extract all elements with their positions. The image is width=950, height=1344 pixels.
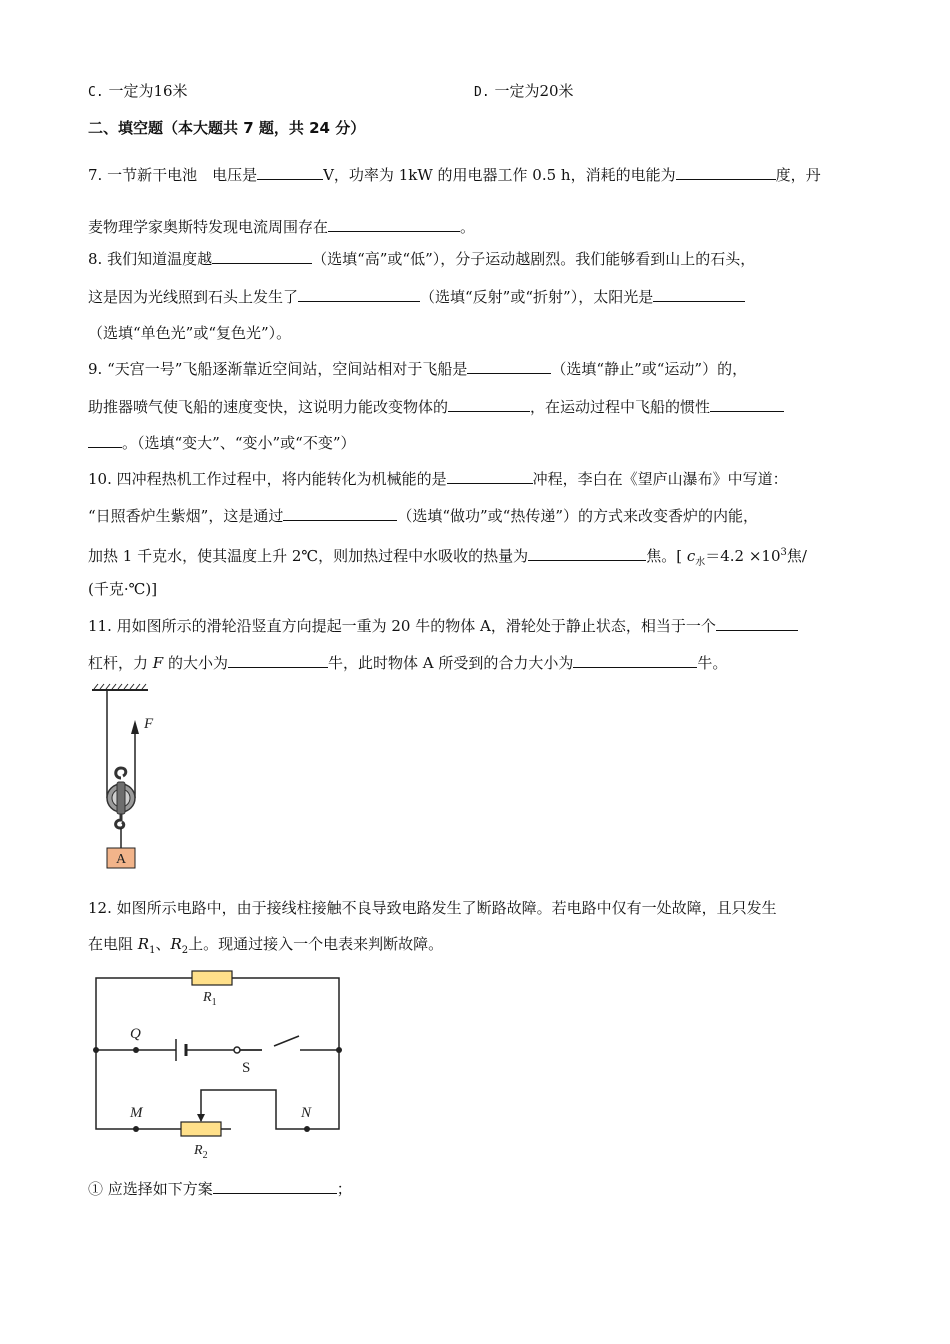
q11-text-2: 杠杆，力: [88, 654, 153, 672]
section-heading: 二、填空题（本大题共 7 题，共 24 分）: [88, 119, 366, 137]
option-d: [474, 80, 574, 104]
answer-blank[interactable]: [298, 287, 420, 302]
answer-blank[interactable]: [716, 616, 798, 631]
q10-text-4: （选填“做功”或“热传递”）的方式来改变香炉的内能，: [397, 507, 759, 525]
circuit-figure: [86, 964, 356, 1164]
label-M: M: [130, 1105, 143, 1121]
question-7-line-1: [88, 164, 821, 186]
q9-text-5: 。（选填“变大”、“变小”或“不变”）: [122, 434, 356, 452]
label-R1: $R_1$: [203, 990, 217, 1008]
question-10-line-4: [88, 578, 157, 600]
question-8-line-3: [88, 322, 291, 344]
question-8-line-1: [88, 248, 755, 270]
terminal-Q: [133, 1047, 139, 1053]
question-12-line-1: [88, 897, 777, 919]
label-A: A: [115, 852, 127, 867]
resistor-symbol: R: [170, 935, 182, 953]
question-12-line-2: [88, 933, 443, 962]
terminal-N: [304, 1126, 310, 1132]
question-9-line-3: [88, 432, 356, 454]
switch-pivot: [234, 1047, 240, 1053]
q10-text-5: 加热 1 千克水，使其温度上升 2℃，则加热过程中水吸收的热量为: [88, 547, 529, 565]
question-10-line-1: [88, 468, 788, 490]
superscript-3: 3: [780, 547, 787, 558]
label-N: N: [301, 1105, 312, 1121]
force-symbol: F: [152, 654, 164, 672]
option-d-text: 一定为20米: [494, 82, 574, 100]
q12-text-2: 在电阻: [88, 935, 138, 953]
q10-text-1: 10. 四冲程热机工作过程中，将内能转化为机械能的是: [88, 470, 447, 488]
hook-upper: [116, 768, 126, 778]
q12-text-1: 12. 如图所示电路中，由于接线柱接触不良导致电路发生了断路故障。若电路中仅有一处故障，且只发生: [88, 899, 777, 917]
q11-text-4: 牛，此时物体 A 所受到的合力大小为: [327, 654, 574, 672]
q8-text-2: （选填“高”或“低”），分子运动越剧烈。我们能够看到山上的石头，: [312, 250, 756, 268]
ceiling-hatch: [94, 684, 146, 689]
question-12-sub-1: [88, 1178, 352, 1200]
q7-text-1: 7. 一节新干电池 电压是: [88, 166, 258, 184]
pulley-figure: [86, 682, 176, 872]
subscript-1: 1: [149, 945, 156, 956]
q8-text-1: 8. 我们知道温度越: [88, 250, 213, 268]
option-d-letter: D.: [474, 85, 490, 100]
answer-blank[interactable]: [257, 165, 323, 180]
slider-arrow: [197, 1114, 205, 1122]
answer-blank[interactable]: [653, 287, 745, 302]
question-11-line-1: [88, 615, 798, 637]
label-R2: $R_2$: [194, 1143, 208, 1161]
answer-blank[interactable]: [88, 433, 122, 448]
separator: 、: [155, 935, 171, 953]
resistor-R2: [181, 1122, 221, 1136]
question-9-line-2: [88, 396, 784, 418]
answer-blank[interactable]: [467, 359, 551, 374]
resistor-R1: [192, 971, 232, 985]
question-10-line-3: [88, 542, 807, 574]
answer-blank[interactable]: [212, 249, 312, 264]
q10-text-6: 焦。[: [646, 547, 683, 565]
question-7-line-2: [88, 216, 475, 238]
q12-sub1-end: ；: [336, 1180, 352, 1198]
junction-right: [336, 1047, 342, 1053]
q12-sub1-text: ① 应选择如下方案: [88, 1180, 213, 1198]
q10-text-7: ＝4.2 ×10: [705, 547, 781, 565]
q11-text-5: 牛。: [697, 654, 728, 672]
label-S: S: [242, 1060, 251, 1076]
label-Q: Q: [130, 1026, 141, 1042]
q10-text-2: 冲程，李白在《望庐山瀑布》中写道：: [532, 470, 788, 488]
answer-blank[interactable]: [528, 546, 646, 561]
answer-blank[interactable]: [676, 165, 776, 180]
resistor-symbol: R: [137, 935, 150, 953]
q9-text-3: 助推器喷气使飞船的速度变快，这说明力能改变物体的: [88, 398, 449, 416]
option-c: [88, 80, 188, 104]
option-c-text: 一定为16米: [108, 82, 188, 100]
specific-heat-symbol: c: [686, 547, 696, 565]
answer-blank[interactable]: [328, 217, 460, 232]
force-arrow: [131, 720, 139, 734]
answer-blank[interactable]: [710, 397, 784, 412]
q9-text-1: 9. “天宫一号”飞船逐渐靠近空间站，空间站相对于飞船是: [88, 360, 468, 378]
q11-text-1: 11. 用如图所示的滑轮沿竖直方向提起一重为 20 牛的物体 A，滑轮处于静止状态，相当于一个: [88, 617, 716, 635]
q7-text-4: 麦物理学家奥斯特发现电流周围存在: [88, 218, 329, 236]
question-11-line-2: [88, 652, 727, 674]
answer-blank[interactable]: [228, 653, 328, 668]
label-F: F: [144, 716, 154, 732]
answer-blank[interactable]: [213, 1179, 337, 1194]
pulley-frame: [117, 782, 125, 814]
q8-text-4: （选填“反射”或“折射”），太阳光是: [420, 288, 654, 306]
q10-text-9: (千克·℃)]: [88, 580, 158, 598]
answer-blank[interactable]: [448, 397, 530, 412]
q8-text-5: （选填“单色光”或“复色光”）。: [88, 324, 292, 342]
option-c-letter: C.: [88, 85, 104, 100]
q9-text-4: ，在运动过程中飞船的惯性: [530, 398, 711, 416]
subscript-water: 水: [695, 557, 706, 568]
switch-blade: [274, 1036, 299, 1046]
q7-text-2: V，功率为 1kW 的用电器工作 0.5 h，消耗的电能为: [323, 166, 676, 184]
subscript-2: 2: [181, 945, 189, 956]
answer-blank[interactable]: [447, 469, 533, 484]
q10-text-8: 焦/: [786, 547, 807, 565]
q7-text-3: 度，丹: [775, 166, 821, 184]
q8-text-3: 这是因为光线照到石头上发生了: [88, 288, 299, 306]
answer-blank[interactable]: [283, 506, 397, 521]
q7-text-5: 。: [460, 218, 476, 236]
junction-left: [93, 1047, 99, 1053]
q11-text-3: 的大小为: [163, 654, 228, 672]
question-9-line-1: [88, 358, 747, 380]
q12-text-3: 上。现通过接入一个电表来判断故障。: [188, 935, 444, 953]
answer-blank[interactable]: [573, 653, 697, 668]
hook-lower: [116, 814, 124, 828]
question-10-line-2: [88, 505, 758, 527]
question-8-line-2: [88, 286, 745, 308]
q10-text-3: “日照香炉生紫烟”，这是通过: [88, 507, 284, 525]
terminal-M: [133, 1126, 139, 1132]
q9-text-2: （选填“静止”或“运动”）的，: [551, 360, 748, 378]
